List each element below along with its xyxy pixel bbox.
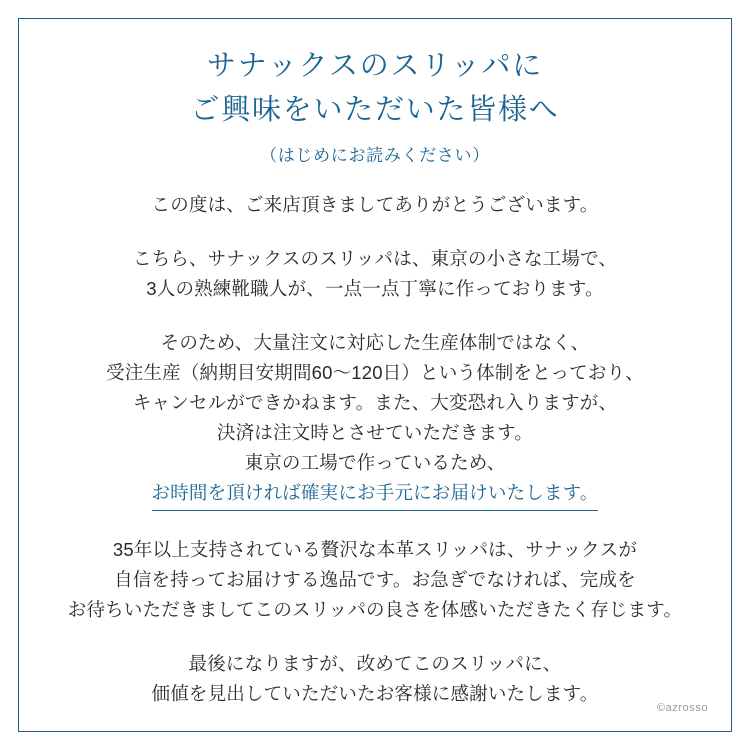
paragraph-5-line-1: 最後になりますが、改めてこのスリッパに、 [188,652,562,674]
page-title-line-2: ご興味をいただいた皆様へ [190,94,560,127]
paragraph-2 [133,244,617,304]
paragraph-3-line-3: キャンセルができかねます。また、大変恐れ入りますが、 [132,392,618,413]
paragraph-3-highlight-wrap [106,478,644,511]
paragraph-2-line-2: 3人の熟練靴職人が、一点一点丁寧に作っております。 [146,278,604,300]
paragraph-4 [68,535,682,625]
paragraph-3-line-1: そのため、大量注文に対応した生産体制ではなく、 [160,332,590,354]
paragraph-2-line-1: こちら、サナックスのスリッパは、東京の小さな工場で、 [132,248,618,270]
paragraph-4-line-3: お待ちいただきましてこのスリッパの良さを体感いただきたく存じます。 [67,598,683,620]
page-subtitle: （はじめにお読みください） [260,146,490,166]
paragraph-5 [152,649,599,709]
paragraph-4-line-2: 自信を持ってお届けする逸品です。お急ぎでなければ、完成を [114,568,636,590]
copyright-credit: ©azrosso [656,702,708,714]
paragraph-3 [106,328,644,511]
page-title [191,44,560,132]
paragraph-3-line-4: 決済は注文時とさせていただきます。 [216,421,534,443]
paragraph-3-line-2: 受注生産（納期目安期間60〜120日）という体制をとっており、 [106,362,644,384]
paragraph-4-line-1: 35年以上支持されている贅沢な本革スリッパは、サナックスが [112,538,638,560]
paragraph-5-line-2: 価値を見出していただいたお客様に感謝いたします。 [151,682,599,704]
paragraph-1 [152,190,599,220]
highlighted-statement: お時間を頂ければ確実にお手元にお届けいたします。 [152,478,599,511]
page-title-line-1: サナックスのスリッパに [206,50,544,82]
paragraph-3-line-5: 東京の工場で作っているため、 [244,451,506,473]
paragraph-1-line-1: この度は、ご来店頂きましてありがとうございます。 [151,194,599,216]
